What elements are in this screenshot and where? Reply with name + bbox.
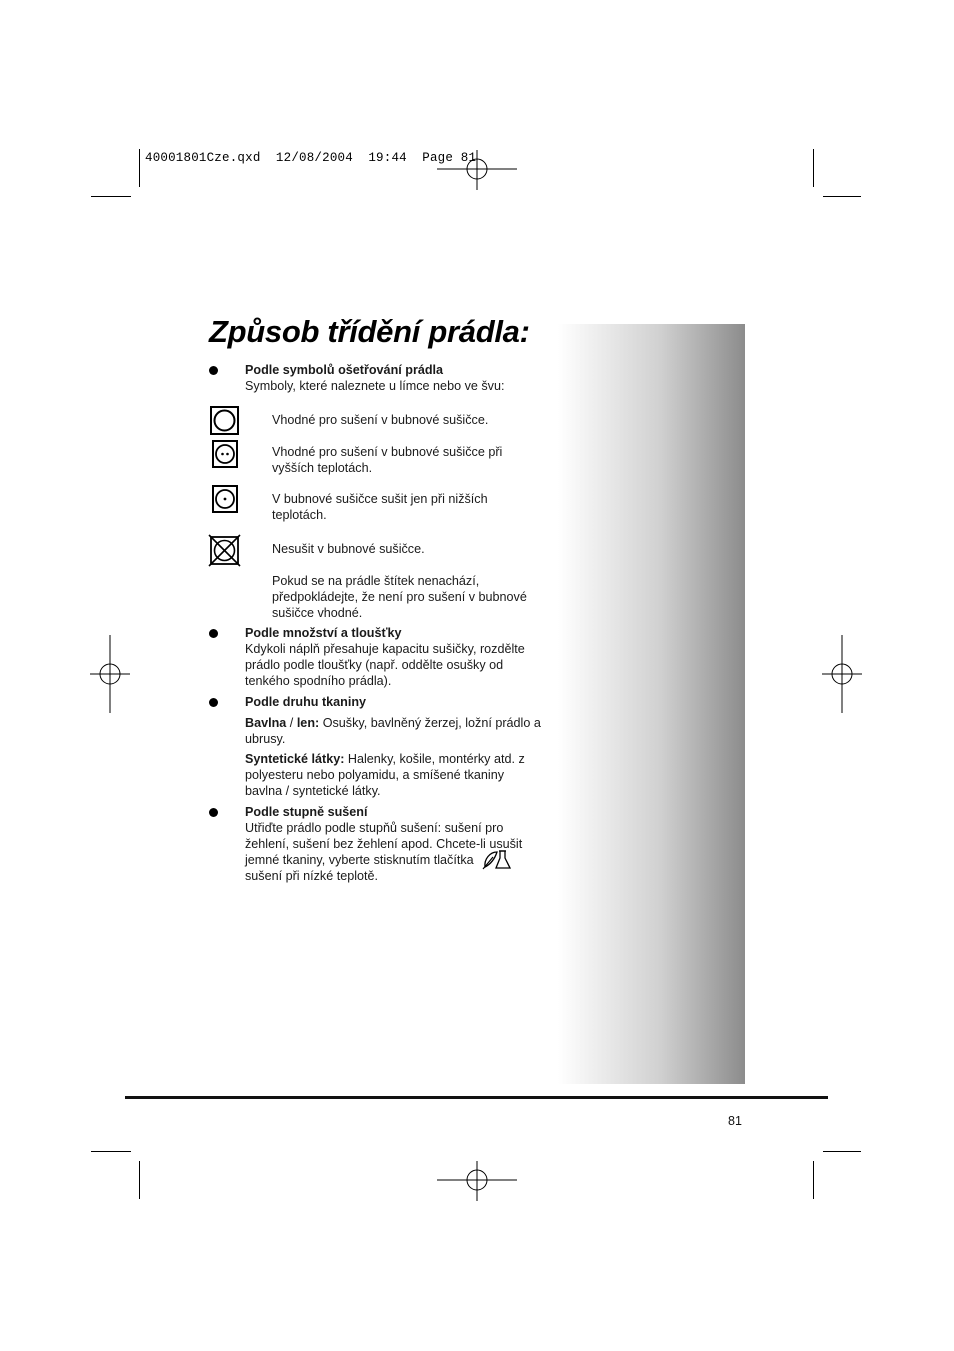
print-slug: 40001801Cze.qxd 12/08/2004 19:44 Page 81 — [145, 151, 477, 165]
synthetic-paragraph — [245, 751, 525, 767]
side-gradient-panel — [558, 324, 745, 1084]
section-heading-symbols: Podle symbolů ošetřování prádla — [245, 363, 444, 377]
bullet — [209, 698, 218, 707]
synthetic-text: bavlna / syntetické látky. — [245, 784, 381, 798]
symbol-desc: Vhodné pro sušení v bubnové sušičce při — [272, 445, 503, 459]
dryness-text: Utřiďte prádlo podle stupňů sušení: sušení pro — [245, 821, 504, 835]
tumble-dry-low-icon — [212, 485, 238, 513]
synthetic-text: polyesteru nebo polyamidu, a smíšené tkaniny — [245, 768, 505, 782]
bullet — [209, 366, 218, 375]
crop-mark — [813, 149, 814, 187]
symbols-intro: Symboly, které naleznete u límce nebo ve švu: — [245, 379, 505, 393]
dryness-text: jemné tkaniny, vyberte stisknutím tlačítka — [245, 853, 474, 867]
footer-rule — [125, 1096, 828, 1099]
amount-text: tenkého spodního prádla). — [245, 674, 392, 688]
crop-mark — [813, 1161, 814, 1199]
crop-mark — [139, 149, 140, 187]
page-title: Způsob třídění prádla: — [209, 314, 530, 349]
symbol-desc: V bubnové sušičce sušit jen při nižších — [272, 492, 488, 506]
dryness-text: žehlení, sušení bez žehlení apod. Chcete-li usušit — [245, 837, 523, 851]
synthetic-text: Halenky, košile, montérky atd. z — [344, 752, 525, 766]
section-heading-fabric: Podle druhu tkaniny — [245, 695, 367, 709]
crop-mark — [139, 1161, 140, 1199]
do-not-tumble-dry-icon — [208, 534, 241, 567]
registration-mark-bottom — [437, 1161, 517, 1201]
tumble-dry-high-icon — [212, 440, 238, 468]
crop-mark — [91, 196, 131, 197]
crop-mark — [823, 196, 861, 197]
dryness-text: sušení při nízké teplotě. — [245, 869, 379, 883]
symbol-desc: Vhodné pro sušení v bubnové sušičce. — [272, 413, 489, 427]
crop-mark — [91, 1151, 131, 1152]
section-heading-dryness: Podle stupně sušení — [245, 805, 368, 819]
symbol-desc: teplotách. — [272, 508, 327, 522]
delicate-low-temp-icon — [482, 849, 511, 870]
symbol-desc: Nesušit v bubnové sušičce. — [272, 542, 425, 556]
symbols-note: sušičce vhodné. — [272, 606, 363, 620]
synthetic-label: Syntetické látky: — [245, 752, 345, 766]
crop-mark — [823, 1151, 861, 1152]
registration-mark-right — [822, 635, 862, 713]
cotton-paragraph — [245, 715, 541, 731]
cotton-separator: / — [286, 716, 297, 730]
amount-text: prádlo podle tloušťky (např. oddělte osušky od — [245, 658, 504, 672]
registration-mark-left — [90, 635, 130, 713]
linen-label: len: — [296, 716, 320, 730]
section-heading-amount: Podle množství a tloušťky — [245, 626, 402, 640]
bullet — [209, 808, 218, 817]
symbols-note: Pokud se na prádle štítek nenachází, — [272, 574, 480, 588]
page-number: 81 — [728, 1114, 742, 1128]
tumble-dry-icon — [210, 406, 239, 435]
cotton-label: Bavlna — [245, 716, 287, 730]
symbols-note: předpokládejte, že není pro sušení v bubnové — [272, 590, 527, 604]
bullet — [209, 629, 218, 638]
cotton-text: ubrusy. — [245, 732, 286, 746]
cotton-text: Osušky, bavlněný žerzej, ložní prádlo a — [319, 716, 541, 730]
amount-text: Kdykoli náplň přesahuje kapacitu sušičky, rozdělte — [245, 642, 525, 656]
symbol-desc: vyšších teplotách. — [272, 461, 373, 475]
